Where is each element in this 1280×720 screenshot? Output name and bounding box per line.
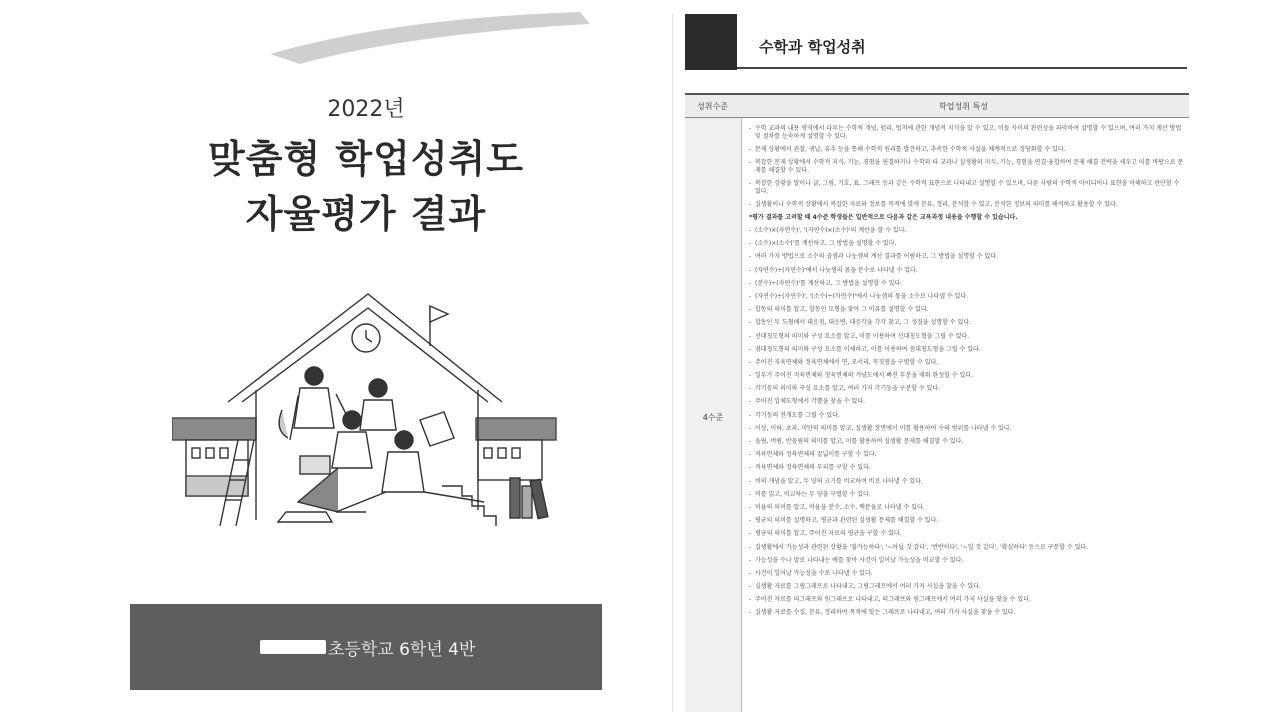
cover-title-line2: 자율평가 결과	[245, 192, 487, 236]
list-item: - 비율의 의미를 알고, 비율을 분수, 소수, 백분율로 나타낼 수 있다.	[749, 504, 1185, 512]
list-item: - 복잡한 상황을 말이나 글, 그림, 기호, 표, 그래프 등과 같은 수학적 표현으로 나타내고 설명할 수 있으며, 다른 사람의 수학적 아이디어나 표현을 이해하고 판단할 수 있다.	[749, 180, 1185, 196]
level-column	[685, 118, 742, 712]
list-item: - 주어진 직육면체와 정육면체에서 면, 모서리, 꼭짓점을 구별할 수 있다.	[749, 359, 1185, 367]
list-item: - 선대칭도형의 의미와 구성 요소를 알고, 이를 이용하여 선대칭도형을 그릴 수 있다.	[749, 333, 1185, 341]
list-item: - 실생활이나 수학적 상황에서 복잡한 자료와 정보를 목적에 맞게 분류, 정리, 분석할 수 있고, 분석한 정보의 의미를 해석하고 활용할 수 있다.	[749, 201, 1185, 209]
characteristics-list	[749, 125, 1185, 623]
list-item: - 복잡한 문제 상황에서 수학적 지식, 기능, 경험을 연결하거나 수학과 타 교과나 실생활의 지식, 기능, 경험을 연결·융합하여 문제 해결 전략을 세우고 이를 바탕으로 문제를 해결할 수 있다.	[749, 159, 1185, 175]
list-item: - 이상, 이하, 초과, 미만의 의미를 알고, 실생활 장면에서 이를 활용하여 수의 범위를 나타낼 수 있다.	[749, 425, 1185, 433]
list-item: - 실생활 자료를 수집, 분류, 정리하여 목적에 맞는 그래프로 나타내고, 여러 가지 사실을 찾을 수 있다.	[749, 609, 1185, 617]
list-item: - (소수)×(소수)'를 계산하고, 그 방법을 설명할 수 있다.	[749, 240, 1185, 248]
cover-swoosh-graphic	[260, 10, 632, 64]
list-item: - 수학 교과의 내용 영역에서 다루는 수학적 개념, 원리, 법칙에 관한 개념적 지식을 알 수 있고, 이들 사이의 관련성을 파악하여 설명할 수 있으며, 여러 가지 계산 방법 및 절차를 능숙하게 설명할 수 있다.	[749, 125, 1185, 141]
report-cover	[130, 0, 602, 720]
list-item: - 평균의 의미를 설명하고, 평균과 관련된 실생활 문제를 해결할 수 있다.	[749, 517, 1185, 525]
section-tab-marker	[685, 14, 737, 70]
list-item: - 각기둥의 전개도를 그릴 수 있다.	[749, 412, 1185, 420]
cover-school-class: 초등학교 6학년 4반	[328, 640, 476, 660]
list-item: - 일부가 주어진 직육면체와 정육면체의 겨냥도에서 빠진 부분을 채워 완성할 수 있다.	[749, 372, 1185, 380]
list-item: - 점대칭도형의 의미와 구성 요소를 이해하고, 이를 이용하여 점대칭도형을 그릴 수 있다.	[749, 346, 1185, 354]
school-students-illustration	[172, 290, 562, 540]
header-characteristics: 학업성취 특성	[939, 102, 988, 111]
cover-school-band	[130, 604, 602, 690]
note-text: *평가 결과를 고려할 때 4수준 학생들은 일반적으로 다음과 같은 교육과정 내용을 수행할 수 있습니다.	[749, 214, 1018, 221]
list-item: - 비를 읽고, 비교하는 두 양을 구별할 수 있다.	[749, 491, 1185, 499]
cover-title-line1: 맞춤형 학업성취도	[208, 137, 524, 181]
list-item: - 실생활 자료를 그림그래프로 나타내고, 그림그래프에서 여러 가지 사실을 찾을 수 있다.	[749, 583, 1185, 591]
header-level: 성취수준	[697, 102, 728, 111]
achievement-report-page	[672, 14, 1201, 712]
list-item: - 직육면체와 정육면체의 겉넓이를 구할 수 있다.	[749, 451, 1185, 459]
level-label: 4수준	[702, 413, 724, 422]
table-header-row	[685, 95, 1189, 118]
list-item: - 평균의 의미를 알고, 주어진 자료의 평균을 구할 수 있다.	[749, 530, 1185, 538]
section-title: 수학과 학업성취	[759, 38, 866, 56]
cover-year: 2022년	[327, 97, 405, 122]
achievement-table	[685, 93, 1189, 715]
list-item: - 문제 상황에서 관찰, 귀납, 유추 등을 통해 수학적 원리를 발견하고, 추측한 수학적 사실을 체계적으로 정당화할 수 있다.	[749, 146, 1185, 154]
list-item: - 주어진 입체도형에서 각뿔을 찾을 수 있다.	[749, 398, 1185, 406]
list-item: - 사건이 일어날 가능성을 수로 나타낼 수 있다.	[749, 570, 1185, 578]
list-item: - 직육면체와 정육면체의 부피를 구할 수 있다.	[749, 464, 1185, 472]
list-item: - 합동의 의미를 알고, 합동인 도형을 찾아 그 이유를 설명할 수 있다.	[749, 306, 1185, 314]
list-item: - 비의 개념을 알고, 두 양의 크기를 비교하여 비로 나타낼 수 있다.	[749, 478, 1185, 486]
list-item: - 가능성을 수나 말로 나타내는 예를 찾아 사건이 일어날 가능성을 비교할 수 있다.	[749, 557, 1185, 565]
redacted-school-name	[260, 640, 326, 654]
list-item: - (소수)×(자연수)', '(자연수)×(소수)'의 계산을 할 수 있다.	[749, 227, 1185, 235]
section-title-rule	[737, 67, 1187, 69]
list-item: - 합동인 두 도형에서 대응점, 대응변, 대응각을 각각 찾고, 그 성질을 설명할 수 있다.	[749, 319, 1185, 327]
list-item: - (자연수)÷(자연수)'에서 나눗셈의 몫을 분수로 나타낼 수 있다.	[749, 267, 1185, 275]
list-item: - 올림, 버림, 반올림의 의미를 알고, 이를 활용하여 실생활 문제를 해결할 수 있다.	[749, 438, 1185, 446]
list-item: - 각기둥의 의미와 구성 요소를 알고, 여러 가지 각기둥을 구분할 수 있다.	[749, 385, 1185, 393]
list-item: - 실생활에서 가능성과 관련된 상황을 '불가능하다', '~아닐 것 같다', '반반이다', '~일 것 같다', '확실하다' 등으로 구분할 수 있다.	[749, 544, 1185, 552]
list-item: - 여러 가지 방법으로 소수의 곱셈과 나눗셈의 계산 결과를 어림하고, 그 방법을 설명할 수 있다.	[749, 253, 1185, 261]
list-item: - (자연수)÷(자연수)', '(소수)÷(자연수)'에서 나눗셈의 몫을 소수로 나타낼 수 있다.	[749, 293, 1185, 301]
list-item: - 주어진 자료를 띠그래프와 원그래프로 나타내고, 띠그래프와 원그래프에서 여러 가지 사실을 찾을 수 있다.	[749, 596, 1185, 604]
list-item: - (분수)÷(자연수)'를 계산하고, 그 방법을 설명할 수 있다.	[749, 280, 1185, 288]
